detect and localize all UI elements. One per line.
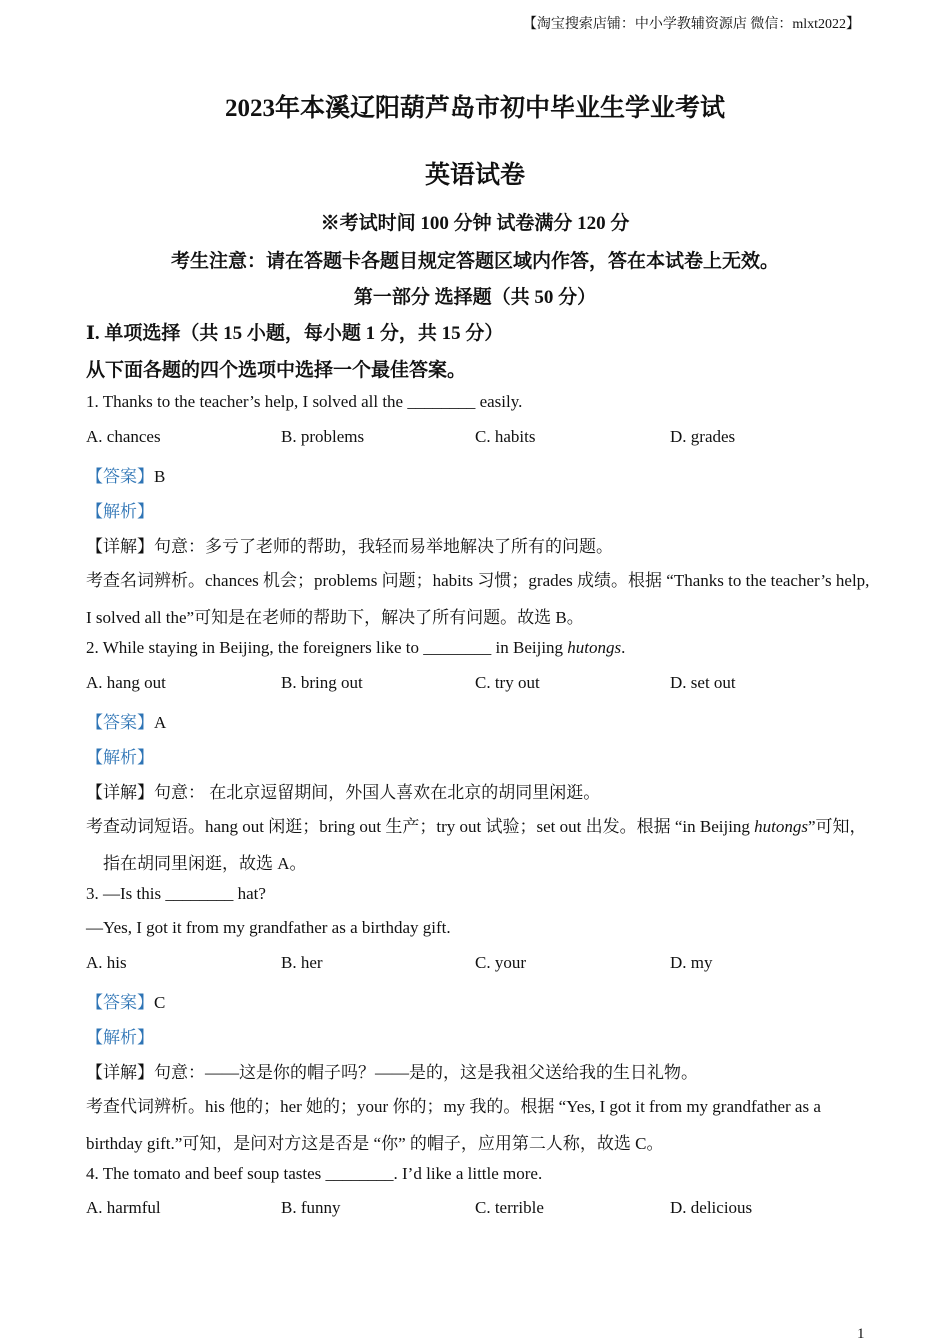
answer-label: 【答案】 xyxy=(86,467,154,486)
option-d: D. my xyxy=(670,953,713,972)
option-b: B. problems xyxy=(281,427,365,446)
question-stem: 3. —Is this ________ hat? xyxy=(86,884,266,903)
stem-text: 2. While staying in Beijing, the foreigners like to ________ in Beijing xyxy=(86,638,568,657)
explanation-text: 考查动词短语。hang out 闲逛；bring out 生产；try out 试验；set out 出发。根据 “in Beijing xyxy=(86,817,755,836)
explanation-line: 考查代词辨析。his 他的；her 她的；your 你的；my 我的。根据 “Yes, I got it from my grandfather as a xyxy=(86,1097,821,1116)
part-title: 第一部分 选择题（共 50 分） xyxy=(353,287,597,308)
question-stem xyxy=(86,638,625,658)
detail-label: 【详解】 xyxy=(86,1063,154,1082)
analysis-label: 【解析】 xyxy=(86,1028,154,1047)
option-c: C. your xyxy=(475,953,526,972)
question-stem: 4. The tomato and beef soup tastes ________. I’d like a little more. xyxy=(86,1164,543,1183)
detail-text: 句意：——这是你的帽子吗？——是的，这是我祖父送给我的生日礼物。 xyxy=(154,1063,698,1082)
section-instruction: 从下面各题的四个选项中选择一个最佳答案。 xyxy=(86,360,467,381)
option-c: C. habits xyxy=(475,427,536,446)
explanation-line: 考查名词辨析。chances 机会；problems 问题；habits 习惯；grades 成绩。根据 “Thanks to the teacher’s help, xyxy=(86,571,870,590)
exam-info: ※考试时间 100 分钟 试卷满分 120 分 xyxy=(320,213,630,234)
stem-text: . xyxy=(621,638,626,657)
question-stem-reply: —Yes, I got it from my grandfather as a birthday gift. xyxy=(86,918,451,937)
exam-subtitle: 英语试卷 xyxy=(424,162,525,189)
answer-line xyxy=(86,988,165,1013)
detail-label: 【详解】 xyxy=(86,783,154,802)
question-stem: 1. Thanks to the teacher’s help, I solved all the ________ easily. xyxy=(86,392,523,411)
explanation-line xyxy=(86,812,867,837)
option-d: D. set out xyxy=(670,673,736,692)
answer-value: C xyxy=(154,993,166,1012)
option-c: C. terrible xyxy=(475,1198,544,1217)
analysis-label: 【解析】 xyxy=(86,502,154,521)
answer-label: 【答案】 xyxy=(86,993,154,1012)
option-d: D. delicious xyxy=(670,1198,753,1217)
stem-italic: hutongs xyxy=(567,638,622,657)
option-a: A. harmful xyxy=(86,1198,161,1217)
shop-note: 【淘宝搜索店铺：中小学教辅资源店 微信：mlxt2022】 xyxy=(522,17,860,32)
detail-label: 【详解】 xyxy=(86,537,154,556)
explanation-text: ”可知， xyxy=(808,817,867,836)
analysis-label: 【解析】 xyxy=(86,748,154,767)
explanation-italic: hutongs xyxy=(754,817,809,836)
answer-label: 【答案】 xyxy=(86,713,154,732)
answer-line xyxy=(86,708,166,733)
detail-line xyxy=(86,1058,698,1083)
answer-value: A xyxy=(154,713,167,732)
section-title: Ⅰ. 单项选择（共 15 小题，每小题 1 分，共 15 分） xyxy=(86,323,504,344)
page-number: 1 xyxy=(857,1326,865,1342)
option-a: A. hang out xyxy=(86,673,166,692)
detail-line xyxy=(86,778,600,803)
option-b: B. her xyxy=(281,953,323,972)
detail-text: 句意： 在北京逗留期间，外国人喜欢在北京的胡同里闲逛。 xyxy=(154,783,601,802)
answer-value: B xyxy=(154,467,166,486)
option-a: A. chances xyxy=(86,427,161,446)
answer-line xyxy=(86,462,165,487)
option-d: D. grades xyxy=(670,427,736,446)
explanation-line: birthday gift.”可知，是问对方这是否是 “你” 的帽子，应用第二人称，故选 C。 xyxy=(86,1134,664,1153)
exam-title: 2023年本溪辽阳葫芦岛市初中毕业生学业考试 xyxy=(224,95,725,122)
explanation-line: I solved all the”可知是在老师的帮助下，解决了所有问题。故选 B。 xyxy=(86,608,584,627)
explanation-line: 指在胡同里闲逛，故选 A。 xyxy=(103,854,307,873)
exam-notice: 考生注意：请在答题卡各题目规定答题区域内作答，答在本试卷上无效。 xyxy=(170,251,779,272)
detail-line xyxy=(86,532,613,557)
option-b: B. funny xyxy=(281,1198,341,1217)
option-c: C. try out xyxy=(475,673,540,692)
option-b: B. bring out xyxy=(281,673,363,692)
detail-text: 句意：多亏了老师的帮助，我轻而易举地解决了所有的问题。 xyxy=(154,537,613,556)
option-a: A. his xyxy=(86,953,127,972)
